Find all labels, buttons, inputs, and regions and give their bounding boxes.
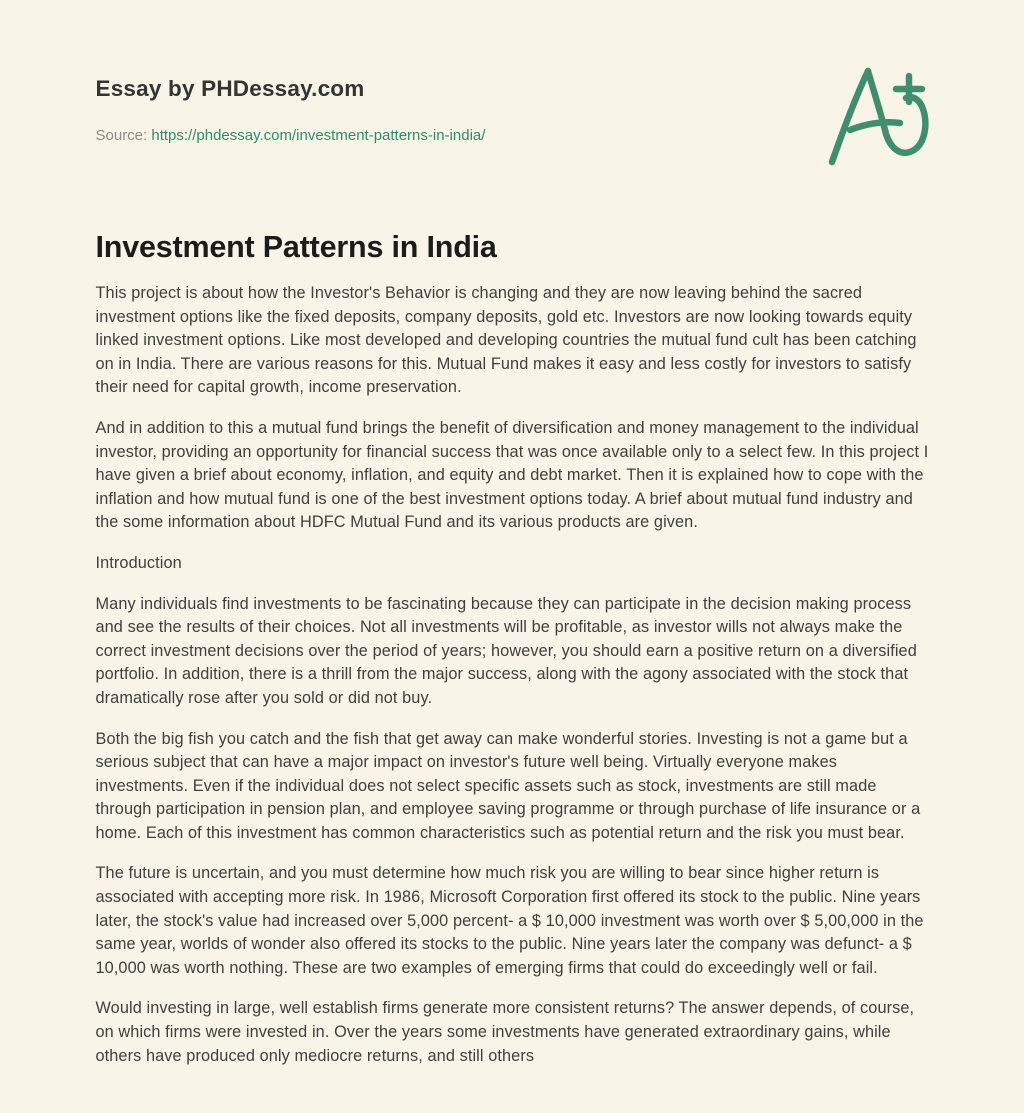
essay-paragraph: And in addition to this a mutual fund brings the benefit of diversification and money management to the individual investor, providing an opportunity for financial success that was once available only to a select few. In this project I have given a brief about economy, inflation, and equity and debt market. Then it is explained how to cope with the inflation and how mutual fund is one of the best investment options today. A brief about mutual fund industry and the some information about HDFC Mutual Fund and its various products are given. [95, 418, 929, 532]
source-label: Source: [95, 127, 148, 144]
section-heading-introduction: Introduction [95, 553, 182, 572]
essay-article [96, 230, 929, 1068]
essay-paragraph: Both the big fish you catch and the fish that get away can make wonderful stories. Investing is not a game but a serious subject that can have a major impact on investor's future well being. Virtually everyone makes investments. Even if the individual does not select specific assets such as stock, investments are still made through participation in pension plan, and employee saving programme or through purchase of life insurance or a home. Each of this investment has common characteristics such as potential return and the risk you must bear. [95, 729, 921, 842]
essay-paragraph: The future is uncertain, and you must determine how much risk you are willing to bear since higher return is associated with accepting more risk. In 1986, Microsoft Corporation first offered its stock to the public. Nine years later, the stock's value had increased over 5,000 percent- a $ 10,000 investment was worth over $ 5,00,000 in the same year, worlds of wonder also offered its stocks to the public. Nine years later the company was defunct- a $ 10,000 was worth nothing. These are two examples of emerging firms that could do exceedingly well or fail. [95, 864, 924, 977]
essay-paragraph: Would investing in large, well establish firms generate more consistent returns? The answer depends, of course, on which firms were invested in. Over the years some investments have generated extraordinary gains, while others have produced only mediocre returns, and still others [95, 999, 915, 1065]
page-header [96, 0, 929, 144]
essay-title: Investment Patterns in India [95, 230, 497, 264]
essay-paragraph: This project is about how the Investor's Behavior is changing and they are now leaving behind the sacred investment options like the fixed deposits, company deposits, gold etc. Investors are now looking towards equity linked investment options. Like most developed and developing countries the mutual fund cult has been catching on in India. There are various reasons for this. Mutual Fund makes it easy and less costly for investors to satisfy their need for capital growth, income preservation. [95, 284, 917, 397]
source-link[interactable]: https://phdessay.com/investment-patterns-in-india/ [151, 127, 486, 144]
a-plus-logo [824, 66, 936, 166]
essay-paragraph: Many individuals find investments to be fascinating because they can participate in the decision making process and see the results of their choices. Not all investments will be profitable, as investor wills not always make the correct investment decisions over the period of years; however, you should earn a positive return on a diversified portfolio. In addition, there is a thrill from the major success, along with the agony associated with the stock that dramatically rose after you sold or did not buy. [95, 594, 917, 707]
site-title: Essay by PHDessay.com [95, 76, 365, 101]
source-line [96, 127, 929, 144]
a-plus-logo-icon [824, 66, 936, 166]
